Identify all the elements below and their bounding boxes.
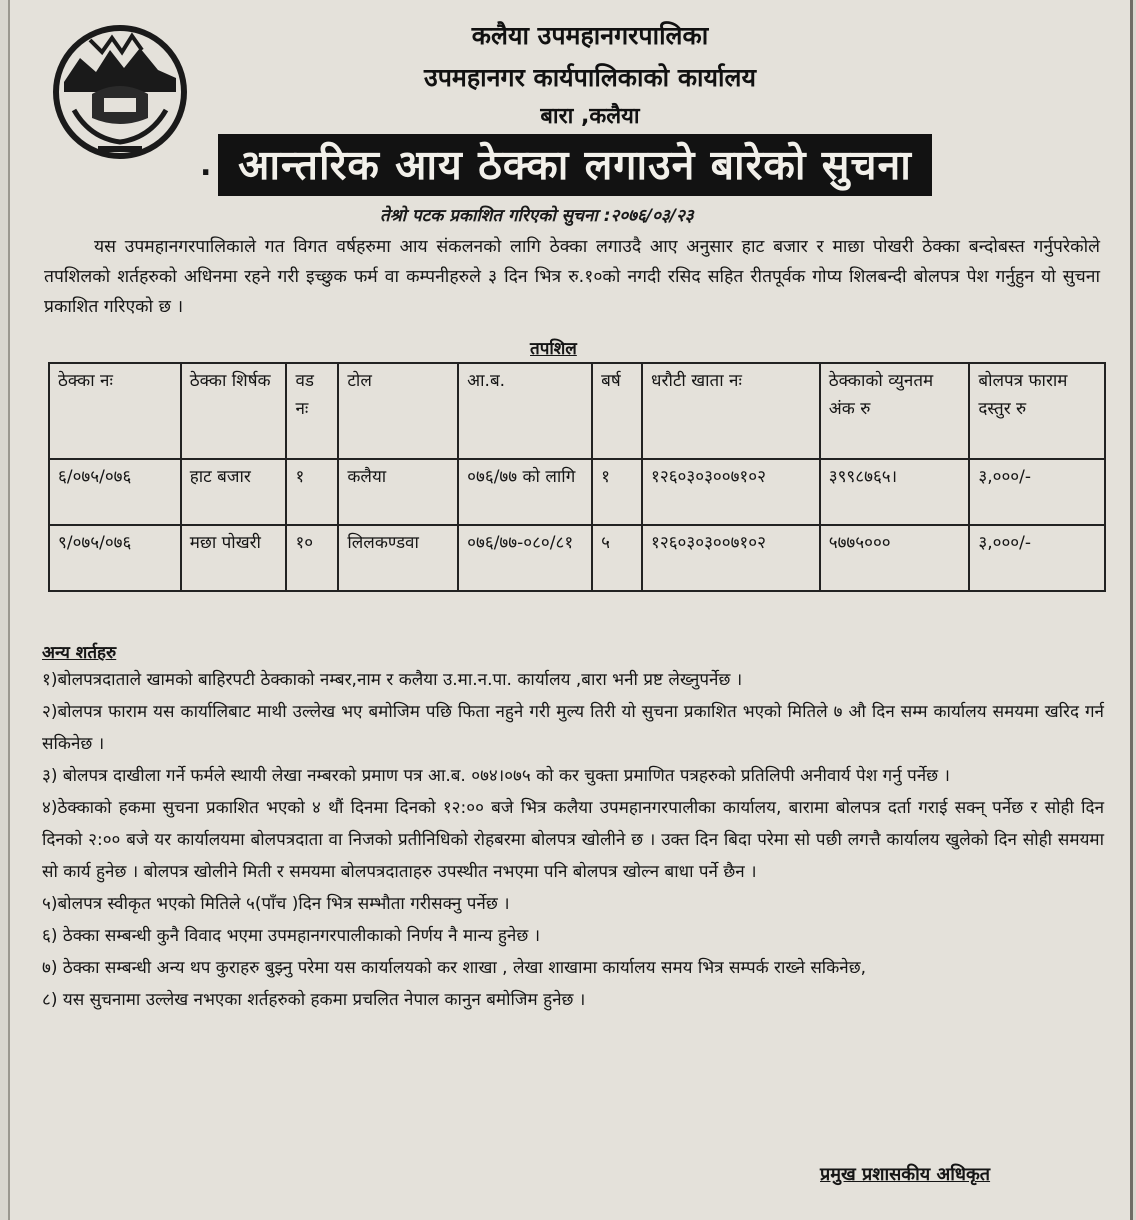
term-item: ५)बोलपत्र स्वीकृत भएको मितिले ५(पाँच )दिन भित्र सम्भौता गरीसक्नु पर्नेछ । [42, 894, 510, 914]
term-item: ६) ठेक्का सम्बन्धी कुनै विवाद भएमा उपमहानगरपालीकाको निर्णय नै मान्य हुनेछ । [42, 926, 541, 946]
terms-list [42, 664, 1104, 1016]
notice-title-banner: आन्तरिक आय ठेक्का लगाउने बारेको सुचना [218, 134, 932, 196]
term-item: ७) ठेक्का सम्बन्धी अन्य थप कुराहरु बुझ्नु परेमा यस कार्यालयको कर शाखा , लेखा शाखामा कार्यालय समय भित्र सम्पर्क राख्ने सकिनेछ, [42, 958, 867, 978]
header-minimum-amount: ठेक्काको व्युनतम अंक रु [820, 363, 970, 459]
cell-contract-title: मछा पोखरी [181, 525, 287, 591]
cell-minimum-amount: ५७७५००० [820, 525, 970, 591]
tender-table [48, 362, 1106, 592]
banner-dot: . [200, 148, 212, 183]
cell-fiscal-year: ०७६/७७-०८०/८१ [458, 525, 592, 591]
table-row [49, 459, 1105, 525]
cell-deposit-account: १२६०३०३००७१०२ [642, 459, 820, 525]
cell-contract-title: हाट बजार [181, 459, 287, 525]
cell-ward-no: १० [286, 525, 338, 591]
cell-minimum-amount: ३९९८७६५। [820, 459, 970, 525]
office-name: उपमहानगर कार्यपालिकाको कार्यालय [424, 63, 756, 92]
header-ward-no: वड नः [286, 363, 338, 459]
table-title: तपशिल [530, 339, 577, 359]
table-row [49, 525, 1105, 591]
term-item: ४)ठेक्काको हकमा सुचना प्रकाशित भएको ४ थौं दिनमा दिनको १२:०० बजे भित्र कलैया उपमहानगरपालीका कार्यालय, बारामा बोलपत्र दर्ता गराई सक्न् पर्नेछ र सोही दिन दिनको २:०० बजे यर कार्यालयमा बोलपत्रदाता वा निजको प्रतीनिधिको रोहबरमा बोलपत्र खोलीने छ । उक्त दिन बिदा परेमा सो पछी लगत्तै कार्यालय खुलेको दिन सोही समयमा सो कार्य हुनेछ । बोलपत्र खोलीने मिती र समयमा बोलपत्रदाताहरु उपस्थीत नभएमा पनि बोलपत्र खोल्न बाधा पर्ने छैन । [42, 798, 1104, 882]
table-header-row [49, 363, 1105, 459]
notice-page [8, 0, 1133, 1220]
cell-contract-no: ९/०७५/०७६ [49, 525, 181, 591]
cell-years: १ [592, 459, 642, 525]
cell-tole: कलैया [338, 459, 458, 525]
cell-fiscal-year: ०७६/७७ को लागि [458, 459, 592, 525]
intro-paragraph: यस उपमहानगरपालिकाले गत विगत वर्षहरुमा आय संकलनको लागि ठेक्का लगाउदै आए अनुसार हाट बजार र माछा पोखरी ठेक्का बन्दोबस्त गर्नुपरेकोले तपशिलको शर्तहरुको अधिनमा रहने गरी इच्छुक फर्म वा कम्पनीहरुले ३ दिन भित्र रु.१०को नगदी रसिद सहित रीतपूर्वक गोप्य शिलबन्दी बोलपत्र पेश गर्नुहुन यो सुचना प्रकाशित गरिएको छ । [44, 237, 1100, 317]
cell-years: ५ [592, 525, 642, 591]
terms-title: अन्य शर्तहरु [42, 643, 117, 663]
signatory-title: प्रमुख प्रशासकीय अधिकृत [820, 1164, 991, 1185]
cell-form-fee: ३,०००/- [969, 459, 1105, 525]
header-form-fee: बोलपत्र फाराम दस्तुर रु [969, 363, 1105, 459]
header-tole: टोल [338, 363, 458, 459]
term-item: ३) बोलपत्र दाखीला गर्ने फर्मले स्थायी लेखा नम्बरको प्रमाण पत्र आ.ब. ०७४।०७५ को कर चुक्ता प्रमाणित पत्रहरुको प्रतिलिपी अनीवार्य पेश गर्नु पर्नेछ । [42, 766, 950, 786]
header-contract-title: ठेक्का शिर्षक [181, 363, 287, 459]
cell-form-fee: ३,०००/- [969, 525, 1105, 591]
term-item: १)बोलपत्रदाताले खामको बाहिरपटी ठेक्काको नम्बर,नाम र कलैया उ.मा.न.पा. कार्यालय ,बारा भनी प्रष्ट लेख्नुपर्नेछ । [42, 670, 743, 690]
term-item: २)बोलपत्र फाराम यस कार्यालिबाट माथी उल्लेख भए बमोजिम पछि फिता नहुने गरी मुल्य तिरी यो सुचना प्रकाशित भएको मितिले ७ औ दिन सम्म कार्यालय समयमा खरिद गर्न सकिनेछ । [42, 702, 1104, 754]
header-fiscal-year: आ.ब. [458, 363, 592, 459]
cell-deposit-account: १२६०३०३००७१०२ [642, 525, 820, 591]
cell-tole: लिलकण्डवा [338, 525, 458, 591]
term-item: ८) यस सुचनामा उल्लेख नभएका शर्तहरुको हकमा प्रचलित नेपाल कानुन बमोजिम हुनेछ । [42, 990, 586, 1010]
municipality-name: कलैया उपमहानगरपालिका [471, 21, 709, 50]
header-contract-no: ठेक्का नः [49, 363, 181, 459]
cell-ward-no: १ [286, 459, 338, 525]
header-years: बर्ष [592, 363, 642, 459]
cell-contract-no: ६/०७५/०७६ [49, 459, 181, 525]
office-location: बारा ,कलैया [540, 104, 640, 129]
nepal-government-emblem-icon [50, 22, 190, 162]
publication-note: तेश्रो पटक प्रकाशित गरिएको सुचना :२०७६/०३/२३ [380, 206, 694, 226]
header-deposit-account: धरौटी खाता नः [642, 363, 820, 459]
